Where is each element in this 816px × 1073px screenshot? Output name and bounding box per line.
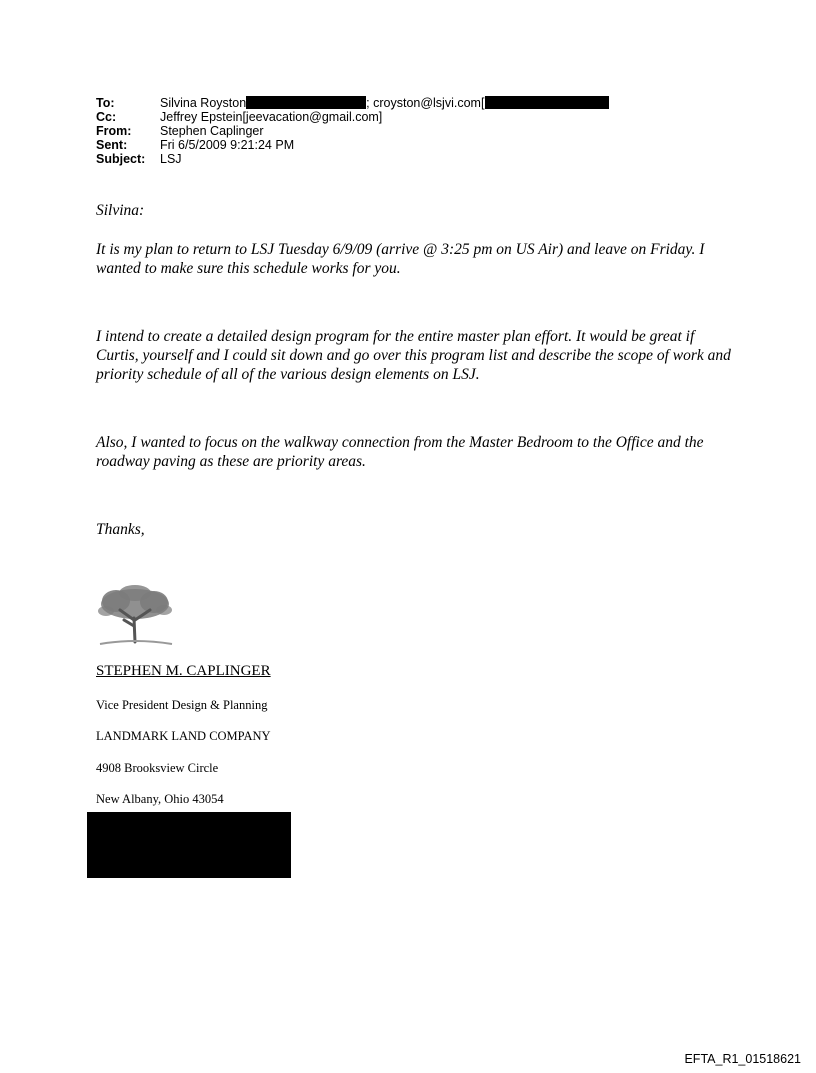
subject-row [96, 152, 609, 166]
cc-label: Cc: [96, 110, 117, 124]
from-value: Stephen Caplinger [160, 124, 264, 138]
signature-name: STEPHEN M. CAPLINGER [96, 663, 271, 679]
redaction-bar [485, 96, 609, 109]
greeting: Silvina: [96, 202, 145, 219]
subject-label: Subject: [96, 152, 146, 166]
redaction-block [87, 812, 291, 878]
from-row [96, 124, 609, 138]
email-header [96, 96, 609, 166]
oak-tree-logo-icon [94, 584, 176, 648]
to-rest: ; croyston@lsjvi.com[ [366, 96, 485, 110]
to-label: To: [96, 96, 115, 110]
to-value [160, 96, 609, 110]
sent-value: Fri 6/5/2009 9:21:24 PM [160, 138, 295, 152]
signature-company: LANDMARK LAND COMPANY [96, 729, 271, 743]
signature-title: Vice President Design & Planning [96, 698, 268, 712]
redaction-bar [246, 96, 366, 109]
paragraph-design-program: I intend to create a detailed design program for the entire master plan effort. It would be great if Curtis, yourself and I could sit down and go over this program list and describe the scope of work and priority schedule of all of the various design elements on LSJ. [96, 328, 731, 383]
closing: Thanks, [96, 521, 145, 538]
sent-label: Sent: [96, 138, 128, 152]
sent-row [96, 138, 609, 152]
subject-value: LSJ [160, 152, 182, 166]
paragraph-schedule: It is my plan to return to LSJ Tuesday 6/9/09 (arrive @ 3:25 pm on US Air) and leave on Friday. I wanted to make sure this schedule works for you. [96, 241, 705, 277]
to-row [96, 96, 609, 110]
cc-row [96, 110, 609, 124]
signature-city: New Albany, Ohio 43054 [96, 792, 224, 806]
document-id: EFTA_R1_01518621 [684, 1052, 801, 1066]
cc-value: Jeffrey Epstein[jeevacation@gmail.com] [160, 110, 383, 124]
paragraph-priorities: Also, I wanted to focus on the walkway connection from the Master Bedroom to the Office and the roadway paving as these are priority areas. [96, 434, 704, 470]
to-name: Silvina Royston [160, 96, 247, 110]
signature-street: 4908 Brooksview Circle [96, 761, 219, 775]
from-label: From: [96, 124, 132, 138]
